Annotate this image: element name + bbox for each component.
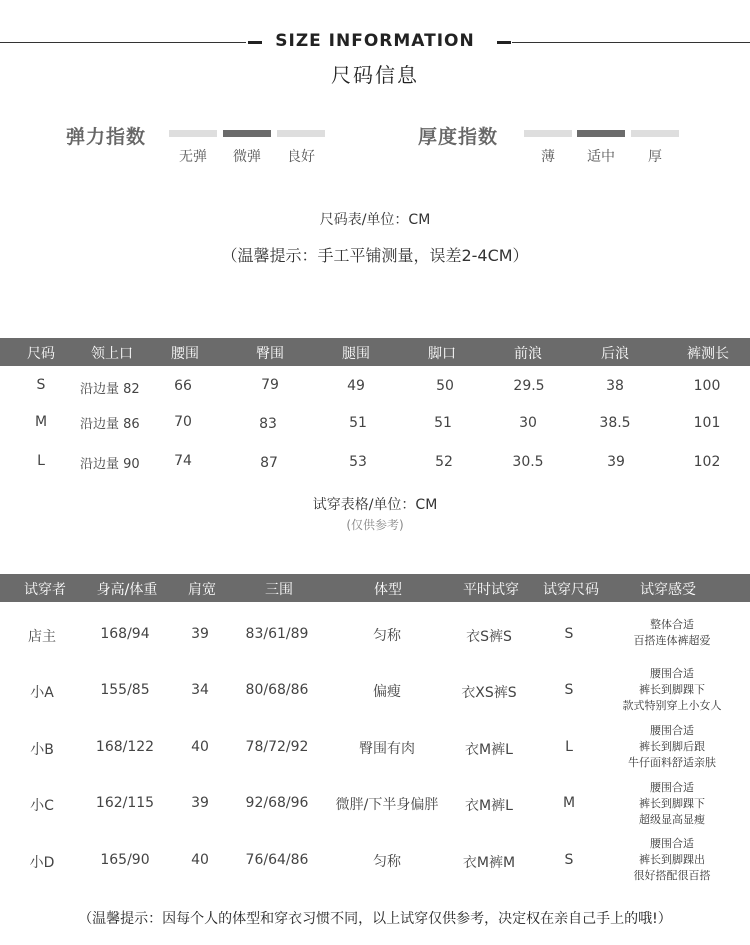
back-rise-cell: 38 — [606, 378, 624, 394]
tester-name: 小D — [29, 855, 55, 871]
length-cell: 102 — [693, 454, 721, 470]
trial-table-header-cell: 试穿者 — [24, 582, 66, 598]
feel-line: 裤长到脚踝下 — [639, 797, 705, 810]
trial-feel — [634, 617, 711, 649]
size-cell: M — [34, 414, 48, 430]
thickness-segment-2 — [577, 130, 625, 137]
hem-cell: 51 — [434, 415, 452, 431]
tester-name: 小A — [30, 685, 54, 701]
thickness-label: 薄 — [541, 149, 555, 165]
trial-table-header-cell: 平时试穿 — [463, 582, 519, 598]
trial-feel — [634, 836, 711, 884]
footer-note: （温馨提示：因每个人的体型和穿衣习惯不同，以上试穿仅供参考，决定权在亲自己手上的哦!） — [78, 911, 672, 927]
usual-size: 衣S裤S — [466, 629, 512, 645]
measurements: 76/64/86 — [245, 852, 309, 868]
measurements: 80/68/86 — [245, 682, 309, 698]
trial-size: S — [564, 852, 574, 868]
shoulder-width: 39 — [191, 626, 209, 642]
feel-line: 百搭连体裤超爱 — [633, 634, 711, 647]
trial-table-header-cell: 试穿感受 — [640, 582, 696, 598]
size-cell: S — [36, 377, 46, 393]
elasticity-segment-2 — [223, 130, 271, 137]
thickness-segment-1 — [524, 130, 572, 137]
feel-line: 腰围合适 — [650, 837, 694, 850]
thickness-title: 厚度指数 — [418, 126, 499, 148]
page-title-en: SIZE INFORMATION — [275, 31, 475, 51]
size-cell: L — [37, 453, 45, 469]
thickness-label: 适中 — [587, 149, 615, 165]
hip-cell: 87 — [260, 455, 278, 471]
body-type: 匀称 — [373, 854, 401, 870]
thigh-cell: 53 — [349, 454, 367, 470]
height-weight: 165/90 — [100, 852, 150, 868]
tester-name: 小B — [30, 742, 54, 758]
trial-size: S — [564, 682, 574, 698]
height-weight: 155/85 — [100, 682, 150, 698]
body-type: 微胖/下半身偏胖 — [335, 797, 439, 813]
elasticity-label: 良好 — [287, 149, 315, 165]
height-weight: 168/94 — [100, 626, 150, 642]
waist-cell: 74 — [174, 453, 192, 469]
thickness-segment-3 — [631, 130, 679, 137]
feel-line: 整体合适 — [650, 618, 694, 631]
usual-size: 衣M裤L — [465, 742, 513, 758]
waist-cell: 66 — [174, 378, 192, 394]
size-table-header-cell: 裤测长 — [687, 346, 729, 362]
elasticity-title: 弹力指数 — [66, 126, 147, 148]
size-table-header-cell: 脚口 — [428, 346, 456, 362]
shoulder-width: 34 — [191, 682, 209, 698]
trial-table-header-cell: 肩宽 — [188, 582, 216, 598]
feel-line: 腰围合适 — [650, 724, 694, 737]
trial-feel — [628, 723, 716, 771]
size-table-header-cell: 腿围 — [342, 346, 370, 362]
trial-feel — [639, 780, 705, 828]
size-table-header-cell: 后浪 — [601, 346, 629, 362]
waist-cell: 70 — [174, 414, 192, 430]
elasticity-segment-1 — [169, 130, 217, 137]
size-table-caption: 尺码表/单位：CM — [319, 212, 431, 228]
feel-line: 裤长到脚后跟 — [639, 740, 705, 753]
tester-name: 小C — [30, 798, 54, 814]
trial-table-header-cell: 身高/体重 — [96, 582, 158, 598]
elasticity-label: 无弹 — [179, 149, 207, 165]
feel-line: 裤长到脚踝下 — [639, 683, 705, 696]
shoulder-width: 40 — [191, 852, 209, 868]
size-table-tip: （温馨提示：手工平铺测量，误差2-4CM） — [221, 246, 529, 265]
elasticity-segment-3 — [277, 130, 325, 137]
body-type: 臀围有肉 — [359, 741, 415, 757]
usual-size: 衣M裤L — [465, 798, 513, 814]
feel-line: 牛仔面料舒适亲肤 — [628, 756, 716, 769]
trial-table-header-cell: 三围 — [265, 582, 293, 598]
collar-cell: 沿边量 86 — [80, 417, 140, 432]
measurements: 78/72/92 — [245, 739, 309, 755]
trial-table-header — [0, 574, 750, 602]
elasticity-label: 微弹 — [233, 149, 261, 165]
shoulder-width: 39 — [191, 795, 209, 811]
size-table-header — [0, 338, 750, 366]
hem-cell: 52 — [435, 454, 453, 470]
trial-table-subcaption: (仅供参考) — [346, 518, 404, 532]
trial-table-caption: 试穿表格/单位：CM — [312, 497, 438, 513]
thigh-cell: 51 — [349, 415, 367, 431]
height-weight: 162/115 — [95, 795, 155, 811]
length-cell: 101 — [693, 415, 721, 431]
feel-line: 款式特别穿上小女人 — [622, 699, 722, 712]
tester-name: 店主 — [28, 629, 56, 645]
hem-cell: 50 — [436, 378, 454, 394]
hip-cell: 79 — [261, 377, 279, 393]
trial-table-header-cell: 体型 — [374, 582, 402, 598]
collar-cell: 沿边量 82 — [80, 382, 140, 397]
feel-line: 腰围合适 — [650, 667, 694, 680]
thickness-label: 厚 — [648, 149, 662, 165]
trial-size: L — [565, 739, 573, 755]
measurements: 83/61/89 — [245, 626, 309, 642]
usual-size: 衣XS裤S — [461, 685, 517, 701]
page-title-cn: 尺码信息 — [331, 63, 419, 87]
front-rise-cell: 30 — [519, 415, 537, 431]
measurements: 92/68/96 — [245, 795, 309, 811]
feel-line: 裤长到脚踝出 — [639, 853, 705, 866]
feel-line: 超级显高显瘦 — [639, 813, 705, 826]
trial-feel — [623, 666, 722, 714]
size-table-header-cell: 尺码 — [27, 346, 55, 362]
body-type: 偏瘦 — [373, 684, 401, 700]
usual-size: 衣M裤M — [462, 855, 516, 871]
height-weight: 168/122 — [95, 739, 155, 755]
back-rise-cell: 38.5 — [599, 415, 631, 431]
body-type: 匀称 — [373, 628, 401, 644]
feel-line: 腰围合适 — [650, 781, 694, 794]
front-rise-cell: 29.5 — [513, 378, 545, 394]
front-rise-cell: 30.5 — [512, 454, 544, 470]
shoulder-width: 40 — [191, 739, 209, 755]
thigh-cell: 49 — [347, 378, 365, 394]
collar-cell: 沿边量 90 — [80, 457, 140, 472]
trial-size: S — [564, 626, 574, 642]
length-cell: 100 — [693, 378, 721, 394]
size-table-header-cell: 臀围 — [256, 346, 284, 362]
trial-table-header-cell: 试穿尺码 — [543, 582, 599, 598]
size-table-header-cell: 前浪 — [514, 346, 542, 362]
trial-size: M — [562, 795, 576, 811]
hip-cell: 83 — [259, 416, 277, 432]
size-table-header-cell: 领上口 — [91, 346, 133, 362]
feel-line: 很好搭配很百搭 — [633, 869, 711, 882]
size-table-header-cell: 腰围 — [171, 346, 199, 362]
back-rise-cell: 39 — [607, 454, 625, 470]
